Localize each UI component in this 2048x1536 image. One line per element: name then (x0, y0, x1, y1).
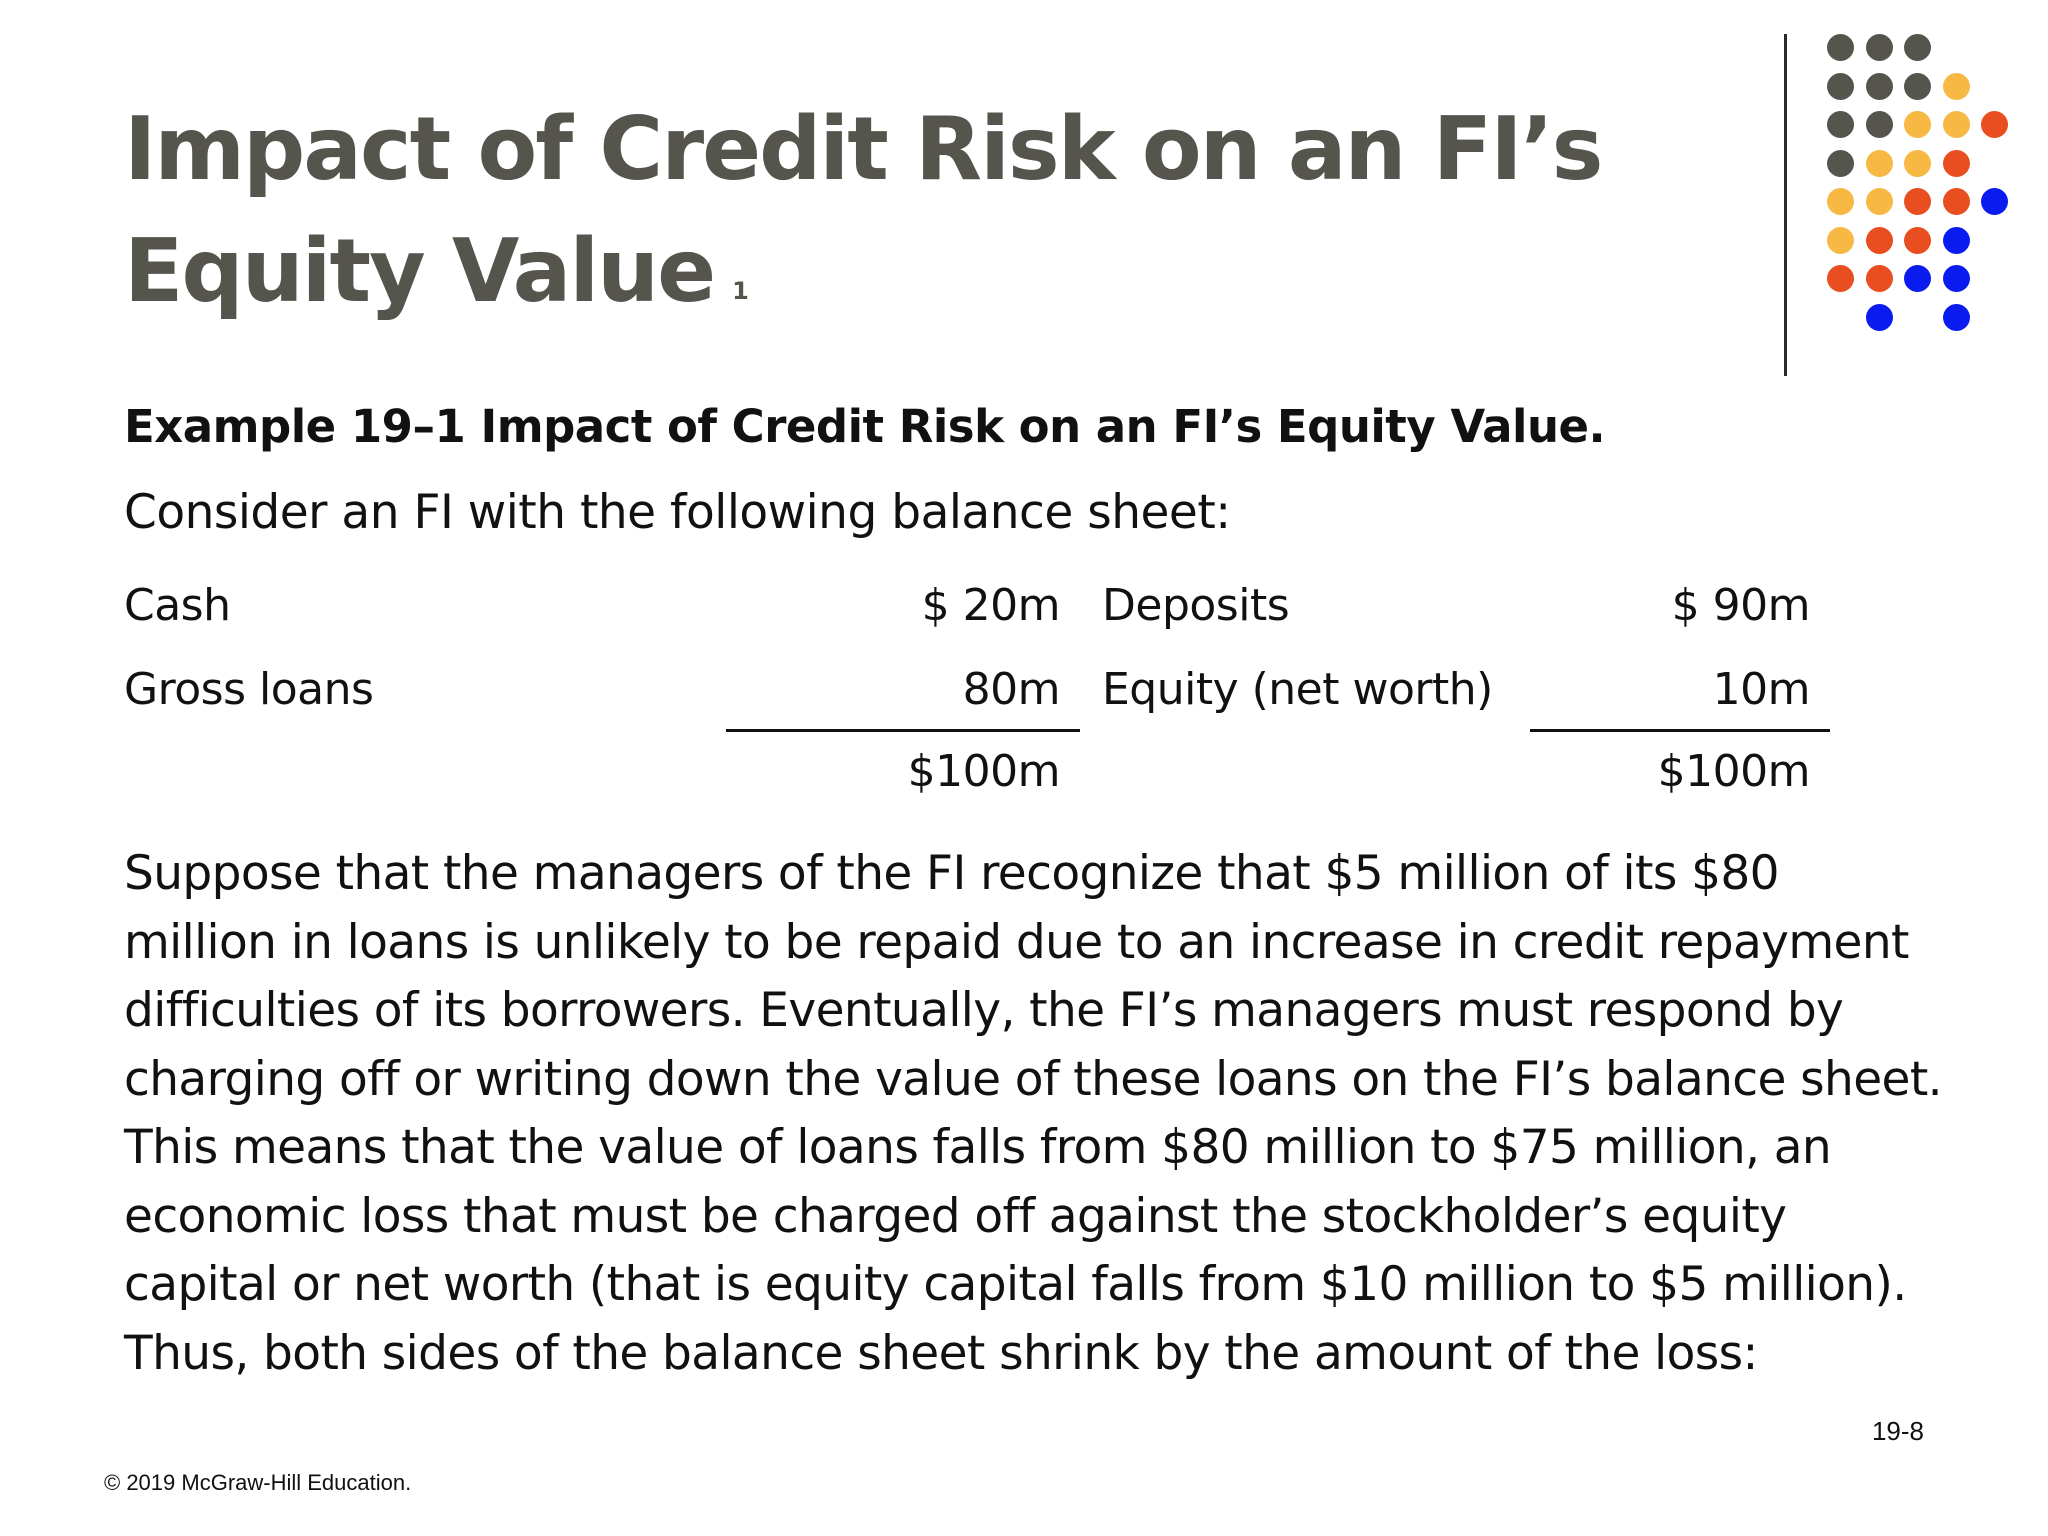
copyright-notice: © 2019 McGraw-Hill Education. (104, 1470, 412, 1495)
decorative-dot (1904, 227, 1931, 254)
decorative-dot (1943, 227, 1970, 254)
decorative-dot (1943, 111, 1970, 138)
decorative-dot (1827, 34, 1854, 61)
liability-value-equity: 10m (1712, 664, 1810, 715)
asset-total-underline (726, 729, 1080, 732)
decorative-dot (1904, 150, 1931, 177)
asset-total: $100m (907, 746, 1060, 797)
decorative-dot (1827, 150, 1854, 177)
decorative-dot (1866, 265, 1893, 292)
body-paragraph: Suppose that the managers of the FI recognize that $5 million of its $80 million in loans is unlikely to be repaid due to an increase in credit repayment difficulties of its borrowers. Eventually, the FI’s managers must respond by charging off or writing down the value of these loans on the FI’s balance sheet. This means that the value of loans falls from $80 million to $75 million, an economic loss that must be charged off against the stockholder’s equity capital or net worth (that is equity capital falls from $10 million to $5 million). Thus, both sides of the balance sheet shrink by the amount of the loss: (124, 846, 1943, 1381)
decorative-dot (1943, 304, 1970, 331)
asset-value-cash: $ 20m (921, 580, 1060, 631)
decorative-dot (1866, 304, 1893, 331)
decorative-dot (1943, 265, 1970, 292)
decorative-dot (1904, 265, 1931, 292)
asset-label-cash: Cash (124, 580, 231, 631)
decorative-dot (1904, 34, 1931, 61)
decorative-dot (1827, 73, 1854, 100)
decorative-dot (1904, 188, 1931, 215)
decorative-dot (1827, 265, 1854, 292)
slide-number: 19-8 (1871, 1416, 1924, 1446)
decorative-dot (1866, 34, 1893, 61)
decorative-dot (1827, 111, 1854, 138)
title-footnote-marker: 1 (732, 277, 749, 305)
decorative-dot (1827, 227, 1854, 254)
decorative-dot (1943, 150, 1970, 177)
decorative-dot (1866, 188, 1893, 215)
asset-label-gross-loans: Gross loans (124, 664, 374, 715)
title-divider (1784, 34, 1787, 376)
decorative-dot (1943, 188, 1970, 215)
example-heading: Example 19–1 Impact of Credit Risk on an FI’s Equity Value. (124, 400, 1606, 453)
decorative-dot (1827, 188, 1854, 215)
decorative-dot (1866, 111, 1893, 138)
slide-title-text: Impact of Credit Risk on an FI’s Equity Value (124, 98, 1602, 322)
liability-total: $100m (1657, 746, 1810, 797)
decorative-dot (1866, 73, 1893, 100)
asset-value-gross-loans: 80m (962, 664, 1060, 715)
intro-text: Consider an FI with the following balance sheet: (124, 485, 1231, 540)
decorative-dot (1866, 227, 1893, 254)
liability-total-underline (1530, 729, 1830, 732)
liability-label-deposits: Deposits (1102, 580, 1290, 631)
decorative-dot (1943, 73, 1970, 100)
liability-label-equity: Equity (net worth) (1102, 664, 1493, 715)
decorative-dot (1866, 150, 1893, 177)
decorative-dot (1981, 188, 2008, 215)
decorative-dot (1981, 111, 2008, 138)
slide-title (124, 88, 1724, 354)
liability-value-deposits: $ 90m (1671, 580, 1810, 631)
decorative-dot (1904, 73, 1931, 100)
decorative-dot (1904, 111, 1931, 138)
